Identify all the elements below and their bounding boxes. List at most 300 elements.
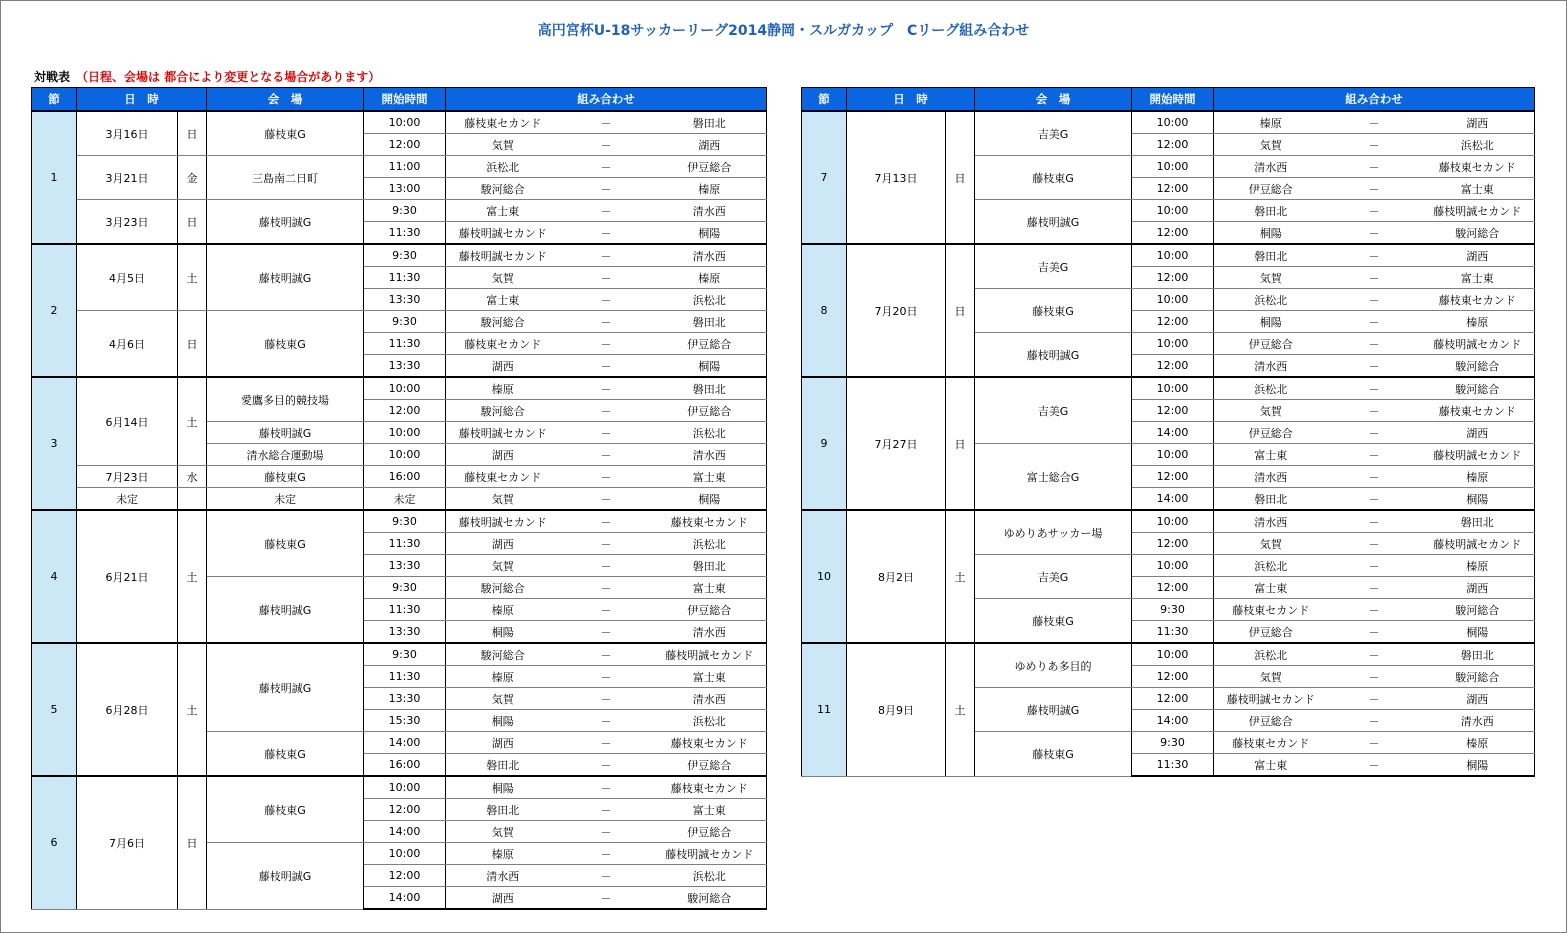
home-team: 気賀 bbox=[446, 821, 560, 843]
header-match: 組み合わせ bbox=[446, 88, 767, 112]
header-date: 日 時 bbox=[77, 88, 207, 112]
away-team: 磐田北 bbox=[653, 555, 767, 577]
round-group bbox=[32, 776, 767, 909]
round-number: 10 bbox=[802, 510, 847, 643]
away-team: 清水西 bbox=[653, 688, 767, 710]
away-team: 榛原 bbox=[1421, 732, 1535, 754]
home-team: 気賀 bbox=[1214, 666, 1328, 688]
away-team: 榛原 bbox=[1421, 466, 1535, 488]
away-team: 富士東 bbox=[653, 666, 767, 688]
vs-dash: － bbox=[1328, 311, 1421, 333]
kickoff-time: 14:00 bbox=[1132, 488, 1214, 511]
kickoff-time: 12:00 bbox=[1132, 134, 1214, 156]
match-date: 4月6日 bbox=[77, 311, 178, 378]
match-weekday: 日 bbox=[946, 111, 975, 244]
kickoff-time: 未定 bbox=[364, 488, 446, 511]
match-row bbox=[32, 200, 767, 222]
vs-dash: － bbox=[560, 599, 653, 621]
away-team: 藤枝明誠セカンド bbox=[1421, 444, 1535, 466]
match-row bbox=[802, 111, 1535, 134]
match-date: 4月5日 bbox=[77, 244, 178, 311]
vs-dash: － bbox=[1328, 422, 1421, 444]
vs-dash: － bbox=[560, 488, 653, 511]
away-team: 駿河総合 bbox=[1421, 377, 1535, 400]
match-weekday: 金 bbox=[178, 156, 207, 200]
match-row bbox=[802, 244, 1535, 267]
away-team: 磐田北 bbox=[653, 377, 767, 400]
page-title: 高円宮杯U-18サッカーリーグ2014静岡・スルガカップ Cリーグ組み合わせ bbox=[537, 23, 1030, 39]
home-team: 伊豆総合 bbox=[1214, 178, 1328, 200]
venue-name: 藤枝東G bbox=[975, 732, 1132, 777]
away-team: 藤枝明誠セカンド bbox=[653, 643, 767, 666]
vs-dash: － bbox=[1328, 599, 1421, 621]
venue-name: 藤枝明誠G bbox=[207, 200, 364, 245]
vs-dash: － bbox=[1328, 178, 1421, 200]
kickoff-time: 12:00 bbox=[1132, 577, 1214, 599]
away-team: 清水西 bbox=[653, 200, 767, 222]
home-team: 榛原 bbox=[446, 599, 560, 621]
vs-dash: － bbox=[1328, 377, 1421, 400]
away-team: 藤枝明誠セカンド bbox=[1421, 200, 1535, 222]
vs-dash: － bbox=[1328, 666, 1421, 688]
header-time: 開始時間 bbox=[364, 88, 446, 112]
venue-name: 富士総合G bbox=[975, 444, 1132, 511]
home-team: 気賀 bbox=[1214, 134, 1328, 156]
kickoff-time: 14:00 bbox=[1132, 422, 1214, 444]
match-weekday: 土 bbox=[946, 510, 975, 643]
home-team: 富士東 bbox=[446, 289, 560, 311]
away-team: 藤枝東セカンド bbox=[653, 732, 767, 754]
match-date: 6月28日 bbox=[77, 643, 178, 776]
home-team: 駿河総合 bbox=[446, 311, 560, 333]
match-date: 7月23日 bbox=[77, 466, 178, 488]
home-team: 藤枝東セカンド bbox=[446, 466, 560, 488]
away-team: 桐陽 bbox=[653, 222, 767, 245]
venue-name: 清水総合運動場 bbox=[207, 444, 364, 466]
away-team: 伊豆総合 bbox=[653, 754, 767, 777]
kickoff-time: 13:30 bbox=[364, 688, 446, 710]
home-team: 磐田北 bbox=[1214, 488, 1328, 511]
away-team: 藤枝東セカンド bbox=[1421, 289, 1535, 311]
header-venue: 会 場 bbox=[975, 88, 1132, 112]
vs-dash: － bbox=[560, 134, 653, 156]
vs-dash: － bbox=[1328, 444, 1421, 466]
away-team: 伊豆総合 bbox=[653, 333, 767, 355]
away-team: 富士東 bbox=[1421, 267, 1535, 289]
home-team: 清水西 bbox=[1214, 355, 1328, 378]
away-team: 湖西 bbox=[653, 134, 767, 156]
kickoff-time: 12:00 bbox=[364, 799, 446, 821]
home-team: 浜松北 bbox=[446, 156, 560, 178]
kickoff-time: 10:00 bbox=[364, 422, 446, 444]
venue-name: 藤枝明誠G bbox=[975, 200, 1132, 245]
home-team: 藤枝明誠セカンド bbox=[446, 510, 560, 533]
venue-name: ゆめりあ多目的 bbox=[975, 643, 1132, 688]
home-team: 藤枝明誠セカンド bbox=[446, 244, 560, 267]
vs-dash: － bbox=[560, 111, 653, 134]
vs-dash: － bbox=[1328, 355, 1421, 378]
vs-dash: － bbox=[560, 178, 653, 200]
round-number: 6 bbox=[32, 776, 77, 909]
kickoff-time: 16:00 bbox=[364, 466, 446, 488]
away-team: 桐陽 bbox=[653, 355, 767, 378]
away-team: 磐田北 bbox=[1421, 510, 1535, 533]
vs-dash: － bbox=[560, 754, 653, 777]
away-team: 浜松北 bbox=[653, 533, 767, 555]
venue-name: 藤枝東G bbox=[207, 311, 364, 378]
match-row bbox=[32, 244, 767, 267]
away-team: 伊豆総合 bbox=[653, 156, 767, 178]
kickoff-time: 10:00 bbox=[1132, 156, 1214, 178]
kickoff-time: 12:00 bbox=[1132, 311, 1214, 333]
match-date: 8月2日 bbox=[847, 510, 946, 643]
home-team: 榛原 bbox=[446, 666, 560, 688]
kickoff-time: 10:00 bbox=[364, 776, 446, 799]
match-row bbox=[32, 111, 767, 134]
away-team: 富士東 bbox=[1421, 178, 1535, 200]
home-team: 藤枝東セカンド bbox=[1214, 599, 1328, 621]
vs-dash: － bbox=[1328, 555, 1421, 577]
vs-dash: － bbox=[560, 887, 653, 910]
home-team: 藤枝東セカンド bbox=[446, 333, 560, 355]
kickoff-time: 10:00 bbox=[1132, 244, 1214, 267]
kickoff-time: 9:30 bbox=[364, 244, 446, 267]
kickoff-time: 10:00 bbox=[1132, 289, 1214, 311]
vs-dash: － bbox=[1328, 200, 1421, 222]
home-team: 浜松北 bbox=[1214, 289, 1328, 311]
venue-name: 吉美G bbox=[975, 555, 1132, 599]
home-team: 気賀 bbox=[1214, 533, 1328, 555]
vs-dash: － bbox=[1328, 488, 1421, 511]
match-row bbox=[32, 377, 767, 400]
kickoff-time: 13:30 bbox=[364, 289, 446, 311]
vs-dash: － bbox=[1328, 289, 1421, 311]
vs-dash: － bbox=[560, 200, 653, 222]
away-team: 伊豆総合 bbox=[653, 821, 767, 843]
vs-dash: － bbox=[560, 688, 653, 710]
away-team: 浜松北 bbox=[653, 422, 767, 444]
kickoff-time: 14:00 bbox=[364, 821, 446, 843]
home-team: 駿河総合 bbox=[446, 643, 560, 666]
away-team: 榛原 bbox=[653, 178, 767, 200]
match-weekday: 土 bbox=[178, 377, 207, 466]
away-team: 浜松北 bbox=[653, 710, 767, 732]
venue-name: 藤枝東G bbox=[207, 732, 364, 777]
vs-dash: － bbox=[1328, 643, 1421, 666]
vs-dash: － bbox=[1328, 244, 1421, 267]
home-team: 清水西 bbox=[1214, 510, 1328, 533]
vs-dash: － bbox=[1328, 400, 1421, 422]
header-setsu: 節 bbox=[32, 88, 77, 112]
kickoff-time: 11:30 bbox=[364, 533, 446, 555]
away-team: 磐田北 bbox=[653, 111, 767, 134]
home-team: 駿河総合 bbox=[446, 400, 560, 422]
round-group bbox=[802, 244, 1535, 377]
home-team: 伊豆総合 bbox=[1214, 710, 1328, 732]
vs-dash: － bbox=[1328, 134, 1421, 156]
header-match: 組み合わせ bbox=[1214, 88, 1535, 112]
match-date: 7月13日 bbox=[847, 111, 946, 244]
header-venue: 会 場 bbox=[207, 88, 364, 112]
round-number: 4 bbox=[32, 510, 77, 643]
schedule-table-right bbox=[801, 87, 1535, 777]
away-team: 藤枝明誠セカンド bbox=[653, 843, 767, 865]
vs-dash: － bbox=[560, 333, 653, 355]
home-team: 気賀 bbox=[446, 555, 560, 577]
away-team: 湖西 bbox=[1421, 244, 1535, 267]
venue-name: 藤枝東G bbox=[207, 111, 364, 156]
round-group bbox=[802, 510, 1535, 643]
venue-name: 吉美G bbox=[975, 111, 1132, 156]
match-weekday: 日 bbox=[178, 200, 207, 245]
away-team: 駿河総合 bbox=[1421, 222, 1535, 245]
venue-name: 藤枝明誠G bbox=[207, 244, 364, 311]
home-team: 榛原 bbox=[446, 843, 560, 865]
match-date: 7月6日 bbox=[77, 776, 178, 909]
away-team: 桐陽 bbox=[1421, 754, 1535, 777]
kickoff-time: 14:00 bbox=[364, 732, 446, 754]
away-team: 湖西 bbox=[1421, 688, 1535, 710]
kickoff-time: 11:30 bbox=[1132, 754, 1214, 777]
match-date: 8月9日 bbox=[847, 643, 946, 776]
home-team: 気賀 bbox=[446, 267, 560, 289]
kickoff-time: 12:00 bbox=[1132, 222, 1214, 245]
round-group bbox=[802, 643, 1535, 776]
round-number: 11 bbox=[802, 643, 847, 776]
away-team: 榛原 bbox=[1421, 311, 1535, 333]
home-team: 清水西 bbox=[1214, 466, 1328, 488]
home-team: 榛原 bbox=[1214, 111, 1328, 134]
vs-dash: － bbox=[560, 510, 653, 533]
match-row bbox=[802, 377, 1535, 400]
away-team: 富士東 bbox=[653, 466, 767, 488]
home-team: 藤枝東セカンド bbox=[1214, 732, 1328, 754]
away-team: 榛原 bbox=[653, 267, 767, 289]
match-date: 7月20日 bbox=[847, 244, 946, 377]
kickoff-time: 10:00 bbox=[1132, 333, 1214, 355]
away-team: 桐陽 bbox=[653, 488, 767, 511]
vs-dash: － bbox=[560, 222, 653, 245]
venue-name: 藤枝東G bbox=[207, 466, 364, 488]
away-team: 藤枝東セカンド bbox=[1421, 400, 1535, 422]
home-team: 磐田北 bbox=[1214, 244, 1328, 267]
kickoff-time: 10:00 bbox=[364, 377, 446, 400]
venue-name: 藤枝東G bbox=[975, 599, 1132, 644]
vs-dash: － bbox=[1328, 466, 1421, 488]
kickoff-time: 9:30 bbox=[1132, 599, 1214, 621]
kickoff-time: 14:00 bbox=[1132, 710, 1214, 732]
round-number: 5 bbox=[32, 643, 77, 776]
kickoff-time: 9:30 bbox=[1132, 732, 1214, 754]
home-team: 磐田北 bbox=[1214, 200, 1328, 222]
away-team: 桐陽 bbox=[1421, 488, 1535, 511]
kickoff-time: 14:00 bbox=[364, 887, 446, 910]
round-group bbox=[32, 377, 767, 510]
match-date: 6月21日 bbox=[77, 510, 178, 643]
venue-name: 藤枝明誠G bbox=[975, 688, 1132, 732]
home-team: 桐陽 bbox=[446, 776, 560, 799]
away-team: 浜松北 bbox=[653, 289, 767, 311]
vs-dash: － bbox=[1328, 732, 1421, 754]
match-date: 3月21日 bbox=[77, 156, 178, 200]
home-team: 湖西 bbox=[446, 444, 560, 466]
vs-dash: － bbox=[560, 377, 653, 400]
home-team: 藤枝明誠セカンド bbox=[446, 422, 560, 444]
match-row bbox=[32, 510, 767, 533]
away-team: 駿河総合 bbox=[1421, 355, 1535, 378]
home-team: 気賀 bbox=[1214, 267, 1328, 289]
vs-dash: － bbox=[560, 533, 653, 555]
away-team: 清水西 bbox=[653, 444, 767, 466]
header-date: 日 時 bbox=[847, 88, 975, 112]
round-number: 9 bbox=[802, 377, 847, 510]
home-team: 桐陽 bbox=[446, 710, 560, 732]
home-team: 清水西 bbox=[446, 865, 560, 887]
schedule-caption bbox=[34, 68, 380, 85]
vs-dash: － bbox=[560, 865, 653, 887]
schedule-note: （日程、会場は 都合により変更となる場合があります） bbox=[76, 70, 381, 84]
away-team: 駿河総合 bbox=[653, 887, 767, 910]
away-team: 磐田北 bbox=[1421, 643, 1535, 666]
kickoff-time: 10:00 bbox=[1132, 111, 1214, 134]
vs-dash: － bbox=[560, 799, 653, 821]
match-weekday bbox=[178, 488, 207, 511]
vs-dash: － bbox=[560, 732, 653, 754]
kickoff-time: 10:00 bbox=[1132, 510, 1214, 533]
home-team: 湖西 bbox=[446, 887, 560, 910]
vs-dash: － bbox=[560, 577, 653, 599]
kickoff-time: 16:00 bbox=[364, 754, 446, 777]
venue-name: 藤枝東G bbox=[207, 510, 364, 577]
away-team: 浜松北 bbox=[653, 865, 767, 887]
kickoff-time: 9:30 bbox=[364, 311, 446, 333]
venue-name: 藤枝東G bbox=[975, 156, 1132, 200]
venue-name: 藤枝東G bbox=[975, 289, 1132, 333]
home-team: 桐陽 bbox=[1214, 311, 1328, 333]
home-team: 清水西 bbox=[1214, 156, 1328, 178]
kickoff-time: 9:30 bbox=[364, 200, 446, 222]
away-team: 湖西 bbox=[1421, 577, 1535, 599]
away-team: 藤枝東セカンド bbox=[653, 776, 767, 799]
home-team: 富士東 bbox=[1214, 444, 1328, 466]
match-row bbox=[802, 510, 1535, 533]
match-weekday: 日 bbox=[178, 111, 207, 156]
home-team: 湖西 bbox=[446, 533, 560, 555]
away-team: 富士東 bbox=[653, 799, 767, 821]
vs-dash: － bbox=[1328, 510, 1421, 533]
away-team: 浜松北 bbox=[1421, 134, 1535, 156]
away-team: 磐田北 bbox=[653, 311, 767, 333]
home-team: 磐田北 bbox=[446, 799, 560, 821]
vs-dash: － bbox=[1328, 267, 1421, 289]
home-team: 富士東 bbox=[1214, 754, 1328, 777]
kickoff-time: 10:00 bbox=[364, 111, 446, 134]
kickoff-time: 11:00 bbox=[364, 156, 446, 178]
home-team: 浜松北 bbox=[1214, 643, 1328, 666]
round-number: 8 bbox=[802, 244, 847, 377]
vs-dash: － bbox=[560, 710, 653, 732]
match-weekday: 土 bbox=[946, 643, 975, 776]
away-team: 湖西 bbox=[1421, 422, 1535, 444]
vs-dash: － bbox=[560, 400, 653, 422]
venue-name: 吉美G bbox=[975, 377, 1132, 444]
kickoff-time: 11:30 bbox=[364, 222, 446, 245]
kickoff-time: 13:30 bbox=[364, 621, 446, 644]
vs-dash: － bbox=[1328, 222, 1421, 245]
vs-dash: － bbox=[560, 666, 653, 688]
vs-dash: － bbox=[560, 444, 653, 466]
kickoff-time: 10:00 bbox=[1132, 643, 1214, 666]
vs-dash: － bbox=[1328, 156, 1421, 178]
home-team: 藤枝明誠セカンド bbox=[1214, 688, 1328, 710]
match-weekday: 水 bbox=[178, 466, 207, 488]
kickoff-time: 12:00 bbox=[1132, 267, 1214, 289]
home-team: 気賀 bbox=[446, 688, 560, 710]
round-group bbox=[32, 111, 767, 244]
kickoff-time: 11:30 bbox=[364, 333, 446, 355]
round-number: 2 bbox=[32, 244, 77, 377]
home-team: 気賀 bbox=[446, 488, 560, 511]
venue-name: 未定 bbox=[207, 488, 364, 511]
match-date: 未定 bbox=[77, 488, 178, 511]
kickoff-time: 12:00 bbox=[364, 400, 446, 422]
round-group bbox=[802, 377, 1535, 510]
kickoff-time: 12:00 bbox=[1132, 178, 1214, 200]
vs-dash: － bbox=[1328, 577, 1421, 599]
away-team: 駿河総合 bbox=[1421, 666, 1535, 688]
venue-name: 藤枝明誠G bbox=[207, 422, 364, 444]
round-group bbox=[802, 111, 1535, 244]
kickoff-time: 10:00 bbox=[1132, 377, 1214, 400]
round-group bbox=[32, 244, 767, 377]
home-team: 気賀 bbox=[1214, 400, 1328, 422]
match-weekday: 日 bbox=[178, 311, 207, 378]
away-team: 清水西 bbox=[1421, 710, 1535, 732]
away-team: 湖西 bbox=[1421, 111, 1535, 134]
away-team: 伊豆総合 bbox=[653, 599, 767, 621]
header-time: 開始時間 bbox=[1132, 88, 1214, 112]
kickoff-time: 12:00 bbox=[1132, 666, 1214, 688]
home-team: 気賀 bbox=[446, 134, 560, 156]
home-team: 駿河総合 bbox=[446, 577, 560, 599]
kickoff-time: 12:00 bbox=[364, 134, 446, 156]
home-team: 榛原 bbox=[446, 377, 560, 400]
away-team: 藤枝東セカンド bbox=[1421, 156, 1535, 178]
match-weekday: 土 bbox=[178, 643, 207, 776]
home-team: 富士東 bbox=[446, 200, 560, 222]
kickoff-time: 11:30 bbox=[364, 267, 446, 289]
kickoff-time: 11:30 bbox=[1132, 621, 1214, 644]
kickoff-time: 12:00 bbox=[364, 865, 446, 887]
round-group bbox=[32, 643, 767, 776]
kickoff-time: 12:00 bbox=[1132, 688, 1214, 710]
vs-dash: － bbox=[1328, 710, 1421, 732]
vs-dash: － bbox=[560, 311, 653, 333]
home-team: 桐陽 bbox=[446, 621, 560, 644]
kickoff-time: 12:00 bbox=[1132, 533, 1214, 555]
vs-dash: － bbox=[560, 289, 653, 311]
kickoff-time: 11:30 bbox=[364, 599, 446, 621]
match-weekday: 土 bbox=[178, 510, 207, 643]
vs-dash: － bbox=[1328, 111, 1421, 134]
match-date: 3月16日 bbox=[77, 111, 178, 156]
round-number: 1 bbox=[32, 111, 77, 244]
schedule-table-left bbox=[31, 87, 767, 910]
home-team: 浜松北 bbox=[1214, 555, 1328, 577]
home-team: 伊豆総合 bbox=[1214, 621, 1328, 644]
home-team: 桐陽 bbox=[1214, 222, 1328, 245]
kickoff-time: 12:00 bbox=[1132, 400, 1214, 422]
